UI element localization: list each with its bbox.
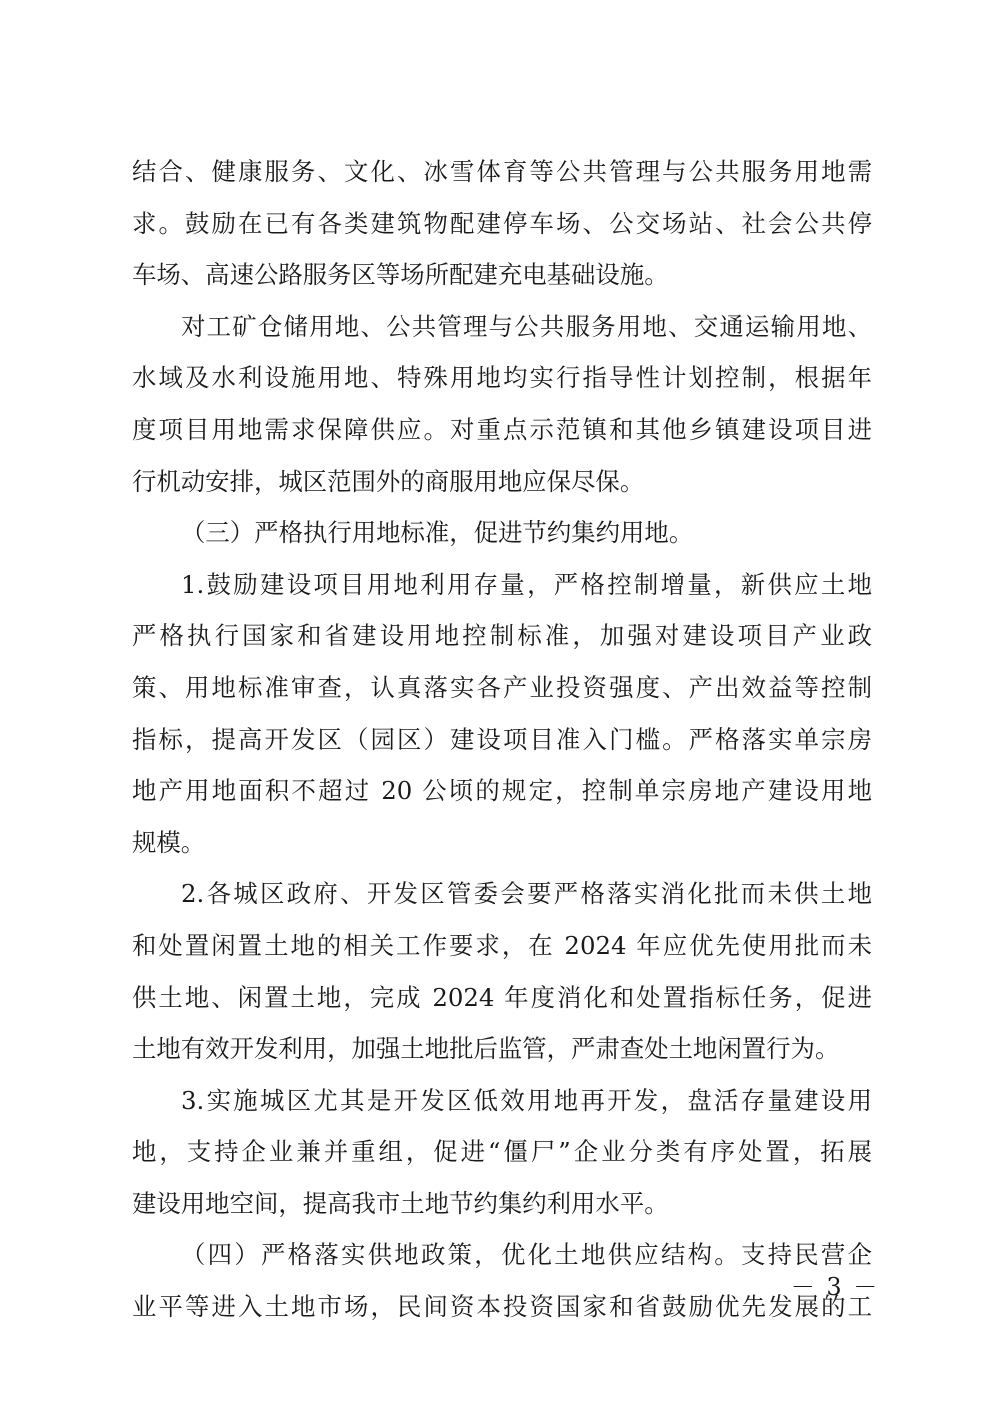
text-line: 结合、健康服务、文化、冰雪体育等公共管理与公共服务用地需 [132, 157, 872, 186]
paragraph [132, 146, 872, 301]
text-line: 规模。 [132, 827, 206, 857]
text-line: （四）严格落实供地政策，优化土地供应结构。支持民营企 [181, 1240, 872, 1270]
text-line: 1.鼓励建设项目用地利用存量，严格控制增量，新供应土地 [181, 569, 872, 599]
text-line: 车场、高速公路服务区等场所配建充电基础设施。 [132, 260, 669, 290]
paragraph [132, 559, 872, 869]
text-line: 业平等进入土地市场，民间资本投资国家和省鼓励优先发展的工 [132, 1292, 872, 1322]
text-line: 和处置闲置土地的相关工作要求，在 2024 年应优先使用批而未 [132, 930, 872, 960]
section-heading [132, 507, 872, 559]
text-line: （三）严格执行用地标准，促进节约集约用地。 [181, 518, 694, 548]
text-line: 严格执行国家和省建设用地控制标准，加强对建设项目产业政 [132, 621, 872, 651]
paragraph [132, 1229, 872, 1332]
text-line: 策、用地标准审查，认真落实各产业投资强度、产出效益等控制 [132, 672, 872, 702]
text-line: 指标，提高开发区（园区）建设项目准入门槛。严格落实单宗房 [132, 724, 872, 754]
text-line: 建设用地空间，提高我市土地节约集约利用水平。 [132, 1188, 669, 1218]
text-line: 水域及水利设施用地、特殊用地均实行指导性计划控制，根据年 [132, 363, 872, 393]
text-line: 供土地、闲置土地，完成 2024 年度消化和处置指标任务，促进 [132, 982, 872, 1012]
text-line: 地产用地面积不超过 20 公顷的规定，控制单宗房地产建设用地 [132, 776, 872, 806]
page-number: － 3 － [790, 1273, 880, 1301]
text-line: 度项目用地需求保障供应。对重点示范镇和其他乡镇建设项目进 [132, 414, 872, 444]
text-line: 求。鼓励在已有各类建筑物配建停车场、公交场站、社会公共停 [132, 208, 872, 238]
text-line: 地，支持企业兼并重组，促进“僵尸”企业分类有序处置，拓展 [132, 1137, 872, 1167]
paragraph [132, 868, 872, 1074]
text-line: 土地有效开发利用，加强土地批后监管，严肃查处土地闲置行为。 [132, 1034, 840, 1064]
text-line: 对工矿仓储用地、公共管理与公共服务用地、交通运输用地、 [181, 311, 872, 341]
paragraph [132, 301, 872, 507]
text-line: 2.各城区政府、开发区管委会要严格落实消化批而未供土地 [181, 879, 872, 909]
document-body [132, 146, 872, 1333]
paragraph [132, 1075, 872, 1230]
text-line: 3.实施城区尤其是开发区低效用地再开发，盘活存量建设用 [181, 1085, 872, 1115]
text-line: 行机动安排，城区范围外的商服用地应保尽保。 [132, 466, 645, 496]
